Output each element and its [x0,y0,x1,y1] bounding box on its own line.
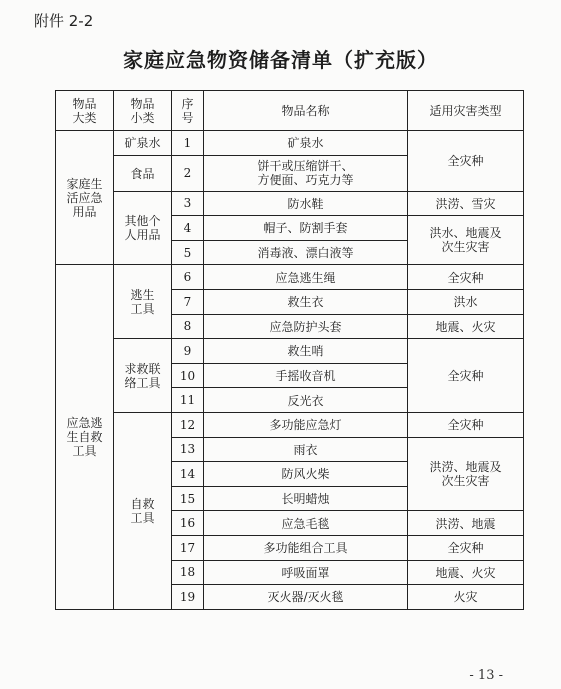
item-name-cell: 灭火器/灭火毯 [204,585,408,610]
table-row [56,412,524,437]
page-number: - 13 - [469,668,503,683]
seq-cell: 19 [172,585,204,610]
item-name-cell: 应急逃生绳 [204,265,408,290]
disaster-cell: 洪水、地震及 次生灾害 [408,216,524,265]
seq-cell: 14 [172,462,204,487]
seq-cell: 10 [172,363,204,388]
item-name-cell: 矿泉水 [204,131,408,156]
item-name-cell: 呼吸面罩 [204,560,408,585]
disaster-cell: 洪涝、地震 [408,511,524,536]
item-name-cell: 饼干或压缩饼干、 方便面、巧克力等 [204,155,408,191]
minor-category-cell: 食品 [114,155,172,191]
disaster-cell: 火灾 [408,585,524,610]
table-header-row [56,91,524,131]
item-name-cell: 防水鞋 [204,191,408,216]
item-name-cell: 应急防护头套 [204,314,408,339]
seq-cell: 5 [172,240,204,265]
attachment-label: 附件 2-2 [34,12,94,30]
disaster-cell: 全灾种 [408,131,524,192]
header-major-category: 物品 大类 [56,91,114,131]
item-name-cell: 防风火柴 [204,462,408,487]
seq-cell: 18 [172,560,204,585]
item-name-cell: 多功能组合工具 [204,535,408,560]
seq-cell: 3 [172,191,204,216]
disaster-cell: 全灾种 [408,339,524,413]
disaster-cell: 洪水 [408,289,524,314]
item-name-cell: 多功能应急灯 [204,412,408,437]
table-row [56,131,524,156]
minor-category-cell: 矿泉水 [114,131,172,156]
minor-category-cell: 逃生 工具 [114,265,172,339]
item-name-cell: 帽子、防割手套 [204,216,408,241]
seq-cell: 2 [172,155,204,191]
disaster-cell: 全灾种 [408,535,524,560]
seq-cell: 9 [172,339,204,364]
seq-cell: 17 [172,535,204,560]
seq-cell: 1 [172,131,204,156]
disaster-cell: 地震、火灾 [408,314,524,339]
seq-cell: 16 [172,511,204,536]
item-name-cell: 雨衣 [204,437,408,462]
emergency-supplies-table [55,90,524,610]
seq-cell: 15 [172,486,204,511]
item-name-cell: 长明蜡烛 [204,486,408,511]
header-sequence: 序 号 [172,91,204,131]
seq-cell: 12 [172,412,204,437]
seq-cell: 11 [172,388,204,413]
disaster-cell: 全灾种 [408,412,524,437]
header-minor-category: 物品 小类 [114,91,172,131]
item-name-cell: 应急毛毯 [204,511,408,536]
minor-category-cell: 其他个 人用品 [114,191,172,265]
seq-cell: 7 [172,289,204,314]
header-disaster-type: 适用灾害类型 [408,91,524,131]
item-name-cell: 反光衣 [204,388,408,413]
item-name-cell: 手摇收音机 [204,363,408,388]
item-name-cell: 救生衣 [204,289,408,314]
item-name-cell: 救生哨 [204,339,408,364]
table-row [56,339,524,364]
major-category-cell: 应急逃 生自救 工具 [56,265,114,609]
seq-cell: 13 [172,437,204,462]
disaster-cell: 全灾种 [408,265,524,290]
table-row [56,191,524,216]
seq-cell: 8 [172,314,204,339]
disaster-cell: 地震、火灾 [408,560,524,585]
seq-cell: 4 [172,216,204,241]
major-category-cell: 家庭生 活应急 用品 [56,131,114,265]
item-name-cell: 消毒液、漂白液等 [204,240,408,265]
table-row [56,265,524,290]
minor-category-cell: 自救 工具 [114,412,172,609]
document-title: 家庭应急物资储备清单（扩充版） [123,48,438,72]
header-item-name: 物品名称 [204,91,408,131]
disaster-cell: 洪涝、雪灾 [408,191,524,216]
disaster-cell: 洪涝、地震及 次生灾害 [408,437,524,511]
seq-cell: 6 [172,265,204,290]
minor-category-cell: 求救联 络工具 [114,339,172,413]
